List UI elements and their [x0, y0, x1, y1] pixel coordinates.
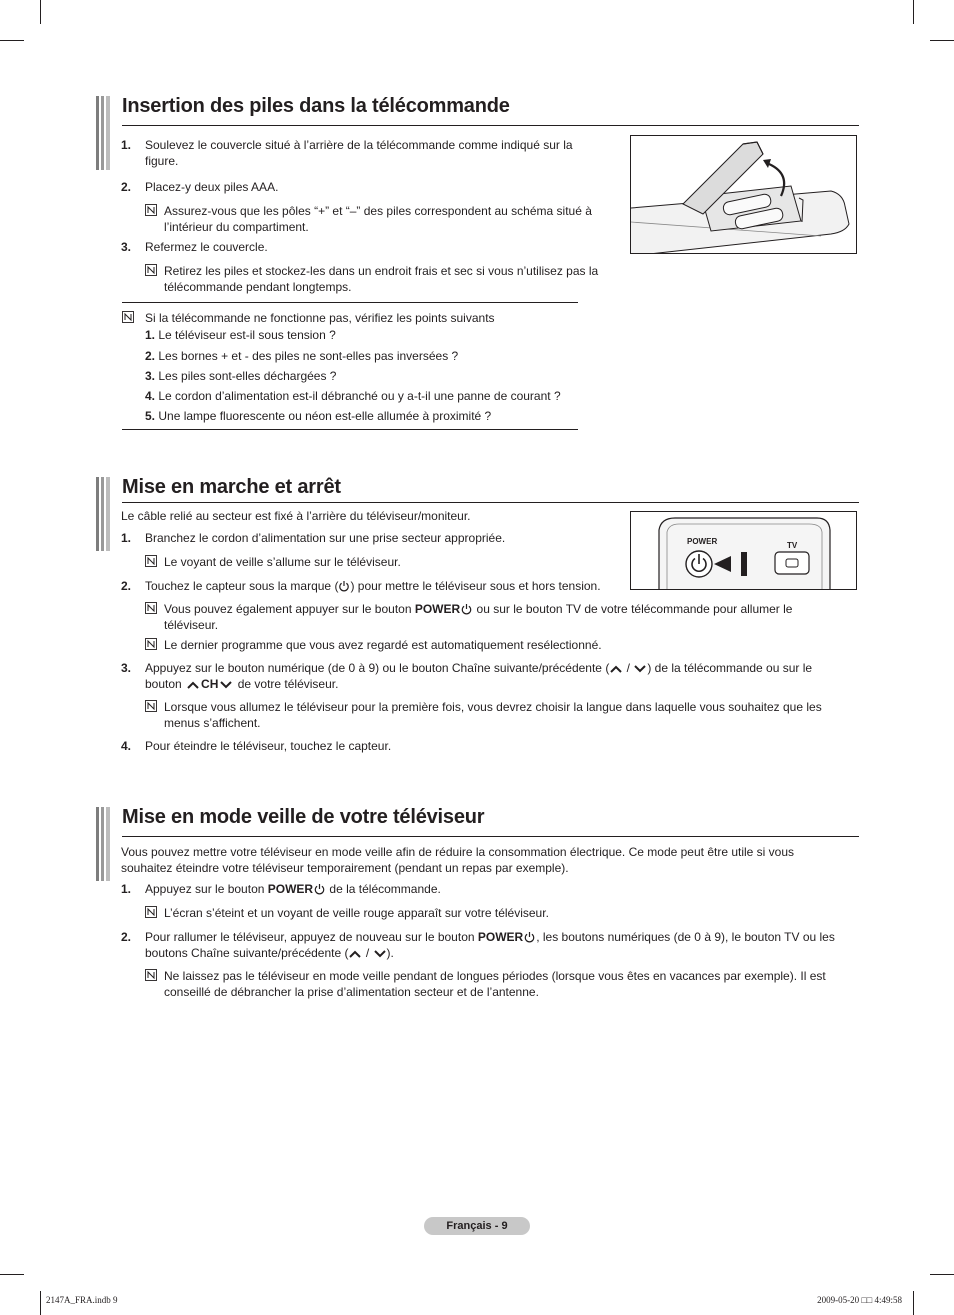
crop-mark: [40, 1291, 41, 1315]
chevron-up-icon: [609, 664, 623, 674]
note-text: Lorsque vous allumez le téléviseur pour la première fois, vous devrez choisir la langue dans laquelle vous souhaitez que les menus s’affichent.: [164, 700, 822, 730]
troubleshoot-intro: Si la télécommande ne fonctionne pas, vérifiez les points suivants: [145, 311, 495, 325]
step-number: 1.: [121, 882, 132, 896]
power-icon: [338, 580, 350, 592]
step-text: Branchez le cordon d’alimentation sur une prise secteur appropriée.: [145, 531, 506, 545]
section-title: Insertion des piles dans la télécommande: [122, 95, 510, 117]
step-text: Pour rallumer le téléviseur, appuyez de nouveau sur le bouton POWER , les boutons numériques (de 0 à 9), le bouton TV ou les boutons Chaîne suivante/précédente ( / ).: [145, 930, 835, 960]
step-number: 3.: [121, 661, 132, 675]
remote-power-label: POWER: [687, 537, 718, 546]
note-text: Assurez-vous que les pôles “+” et “–” des piles correspondent au schéma situé à l’intérieur du compartiment.: [164, 204, 592, 234]
crop-mark: [930, 40, 954, 41]
section-title: Mise en mode veille de votre téléviseur: [122, 806, 485, 828]
note-text: Le dernier programme que vous avez regardé est automatiquement resélectionné.: [164, 638, 602, 652]
step-number: 3.: [121, 240, 132, 254]
note-icon: [145, 204, 157, 216]
step-number: 2.: [121, 579, 132, 593]
step-text: Soulevez le couvercle situé à l’arrière de la télécommande comme indiqué sur la figure.: [145, 138, 573, 168]
footer-timestamp: 2009-05-20 □□ 4:49:58: [817, 1295, 902, 1305]
remote-power-illustration: [630, 511, 857, 590]
step-text: Touchez le capteur sous la marque ( ) pour mettre le téléviseur sous et hors tension.: [145, 579, 601, 593]
remote-back-drawing: [631, 136, 857, 254]
check-item: 1. Le téléviseur est-il sous tension ?: [145, 328, 336, 342]
section-rule: [122, 502, 859, 503]
section-marker: [96, 96, 110, 170]
crop-mark: [0, 1274, 24, 1275]
remote-front-drawing: [631, 512, 857, 590]
step-number: 4.: [121, 739, 132, 753]
note-icon: [145, 969, 157, 981]
note-icon: [145, 264, 157, 276]
chevron-up-icon: [185, 680, 201, 690]
section-marker: [96, 477, 110, 551]
note-text: L’écran s’éteint et un voyant de veille rouge apparaît sur votre téléviseur.: [164, 906, 549, 920]
note-icon: [145, 638, 157, 650]
step-text: Appuyez sur le bouton numérique (de 0 à 9) ou le bouton Chaîne suivante/précédente ( / ) de la télécommande ou sur le bouton CH de votre téléviseur.: [145, 661, 813, 691]
step-text: Appuyez sur le bouton POWER de la télécommande.: [145, 882, 441, 896]
check-item: 3. Les piles sont-elles déchargées ?: [145, 369, 337, 383]
chevron-down-icon: [373, 949, 387, 959]
step-number: 1.: [121, 138, 132, 152]
page-number-badge: Français - 9: [424, 1217, 530, 1235]
note-icon: [145, 555, 157, 567]
section-marker: [96, 807, 110, 881]
section-rule: [122, 125, 859, 126]
box-top-rule: [122, 302, 578, 303]
chevron-down-icon: [218, 680, 234, 690]
chevron-down-icon: [633, 664, 647, 674]
power-icon: [313, 883, 326, 895]
power-icon: [460, 603, 473, 615]
chevron-up-icon: [348, 949, 362, 959]
footer-file-info: 2147A_FRA.indb 9: [46, 1295, 118, 1305]
crop-mark: [913, 0, 914, 24]
crop-mark: [930, 1274, 954, 1275]
check-item: 4. Le cordon d’alimentation est-il débranché ou y a-t-il une panne de courant ?: [145, 389, 561, 403]
note-icon: [145, 700, 157, 712]
check-item: 2. Les bornes + et - des piles ne sont-elles pas inversées ?: [145, 349, 459, 363]
crop-mark: [0, 40, 24, 41]
step-text: Placez-y deux piles AAA.: [145, 180, 279, 194]
note-icon: [145, 602, 157, 614]
step-text: Pour éteindre le téléviseur, touchez le capteur.: [145, 739, 392, 753]
note-text: Vous pouvez également appuyer sur le bouton POWER ou sur le bouton TV de votre télécommande pour allumer le téléviseur.: [164, 602, 793, 632]
battery-compartment-illustration: [630, 135, 857, 254]
check-item: 5. Une lampe fluorescente ou néon est-elle allumée à proximité ?: [145, 409, 492, 423]
section-intro: Le câble relié au secteur est fixé à l’arrière du téléviseur/moniteur.: [121, 509, 471, 523]
note-text: Ne laissez pas le téléviseur en mode veille pendant de longues périodes (lorsque vous êtes en vacances par exemple). Il est conseillé de débrancher la prise d’alimentation secteur et de l’antenne.: [164, 969, 826, 999]
note-text: Le voyant de veille s’allume sur le téléviseur.: [164, 555, 401, 569]
step-number: 2.: [121, 180, 132, 194]
box-bottom-rule: [122, 429, 578, 430]
crop-mark: [40, 0, 41, 24]
power-icon: [523, 931, 536, 943]
section-title: Mise en marche et arrêt: [122, 476, 341, 498]
step-text: Refermez le couvercle.: [145, 240, 268, 254]
section-intro: Vous pouvez mettre votre téléviseur en mode veille afin de réduire la consommation électrique. Ce mode peut être utile si vous souhaitez éteindre votre téléviseur temporairement (pendant un repas par exemple).: [121, 845, 795, 875]
crop-mark: [913, 1291, 914, 1315]
note-icon: [145, 906, 157, 918]
step-number: 1.: [121, 531, 132, 545]
step-number: 2.: [121, 930, 132, 944]
section-rule: [122, 836, 859, 837]
note-text: Retirez les piles et stockez-les dans un endroit frais et sec si vous n’utilisez pas la télécommande pendant longtemps.: [164, 264, 599, 294]
remote-tv-label: TV: [787, 541, 798, 550]
note-icon: [122, 311, 134, 323]
